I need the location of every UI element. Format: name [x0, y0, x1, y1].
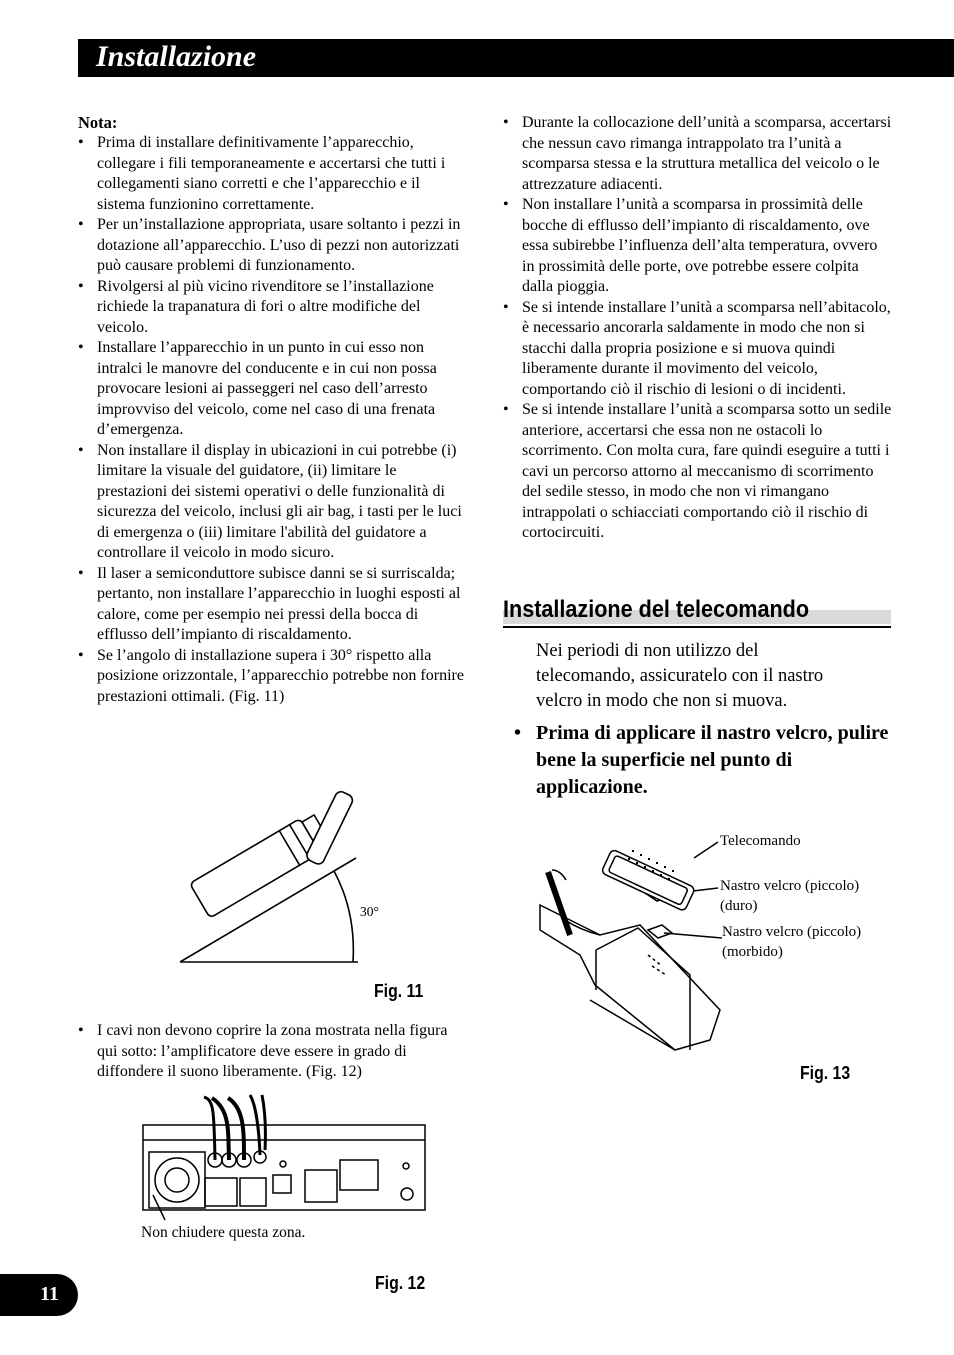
note-list-right [503, 113, 893, 544]
fig13-label-remote: Telecomando [720, 833, 801, 849]
right-column [503, 113, 893, 544]
list-item: • Non installare il display in ubicazioni in cui potrebbe (i) limitare la visuale del guidatore, (ii) limitare le prestazioni dei sistemi operativi o delle funzionalità di sicurezza del veicolo, inclusi gli air bag, i tasti per le luci di emergenza o (iii) limitare l'abilità del guidatore a controllare il veicolo in modo sicuro. [78, 441, 470, 564]
cables-note-wrap [78, 1021, 470, 1083]
note-heading: Nota: [78, 113, 118, 132]
list-item: • Se l’angolo di installazione supera i 30° rispetto alla posizione orizzontale, l’apparecchio potrebbe non fornire prestazioni ottimali. (Fig. 11) [78, 646, 470, 708]
intro-paragraph: Nei periodi di non utilizzo del telecomando, assicuratelo con il nastro velcro in modo che non si muova. [536, 641, 824, 711]
list-item: • Non installare l’unità a scomparsa in prossimità delle bocche di efflusso dell’impianto di riscaldamento, ove essa subirebbe l’influenza dell’alta temperatura, ovvero in prossimità delle porte, ove potrebbe essere colpita dalla pioggia. [503, 195, 893, 298]
page-number-tab [0, 1274, 78, 1316]
list-item: • Rivolgersi al più vicino rivenditore se l’installazione richiede la trapanatura di fori o altre modifiche del veicolo. [78, 277, 470, 339]
fig11-caption: Fig. 11 [374, 981, 424, 1001]
fig12-label: Non chiudere questa zona. [141, 1224, 306, 1241]
instruction-bullet [514, 720, 896, 801]
fig11-angle-label: 30° [360, 904, 379, 919]
page-number: 11 [40, 1283, 59, 1305]
left-column [78, 113, 470, 707]
bullet-dot: • [514, 722, 522, 744]
list-item: • Il laser a semiconduttore subisce danni se si surriscalda; pertanto, non installare l’apparecchio in luoghi esposti al calore, come per esempio nei pressi della bocca di efflusso dell’impianto di riscaldamento. [78, 564, 470, 646]
page-title: Installazione [96, 40, 257, 73]
note-list [78, 133, 470, 707]
section-title: Installazione del telecomando [503, 596, 810, 623]
instruction-text: Prima di applicare il nastro velcro, pulire bene la superficie nel punto di applicazione. [536, 722, 889, 798]
section-heading-rule [503, 626, 891, 628]
list-item: • I cavi non devono coprire la zona mostrata nella figura qui sotto: l’amplificatore deve essere in grado di diffondere il suono liberamente. (Fig. 12) [78, 1021, 470, 1083]
fig13-caption: Fig. 13 [800, 1063, 851, 1083]
list-item: • Prima di installare definitivamente l’apparecchio, collegare i fili temporaneamente e accertarsi che tutti i collegamenti siano corretti e che l’apparecchio e il sistema funzionino correttamente. [78, 133, 470, 215]
list-item: • Installare l’apparecchio in un punto in cui esso non intralci le manovre del conducente e in cui non possa provocare lesioni ai passeggeri nel caso dell’arresto improvviso del veicolo, come nel caso di una frenata d’emergenza. [78, 338, 470, 441]
fig13-label-soft: Nastro velcro (piccolo) (morbido) [722, 924, 862, 960]
list-item: • Se si intende installare l’unità a scomparsa sotto un sedile anteriore, accertarsi che essa non ne ostacoli lo scorrimento. Con molta cura, fare quindi eseguire a tutti i cavi un percorso attorno al meccanismo di scorrimento del sedile stesso, in modo che non vi rimangano intrappolati o schiacciati comportando ciò il rischio di cortocircuiti. [503, 400, 893, 544]
fig13-label-hard: Nastro velcro (piccolo) (duro) [720, 878, 860, 914]
section-heading [503, 596, 891, 630]
list-item: • Durante la collocazione dell’unità a scomparsa, accertarsi che nessun cavo rimanga intrappolato tra l’unità a scomparsa stessa e la struttura metallica del veicolo o le attrezzature adiacenti. [503, 113, 893, 195]
list-item: • Se si intende installare l’unità a scomparsa nell’abitacolo, è necessario ancorarla saldamente in modo che non si stacchi dalla propria posizione e si muova quindi liberamente durante il movimento del veicolo, comportando ciò il rischio di lesioni o di incidenti. [503, 298, 893, 401]
fig12-caption: Fig. 12 [375, 1273, 426, 1293]
list-item: • Per un’installazione appropriata, usare soltanto i pezzi in dotazione all’apparecchio. L’uso di pezzi non autorizzati può causare problemi di funzionamento. [78, 215, 470, 277]
header-bar [78, 39, 954, 77]
